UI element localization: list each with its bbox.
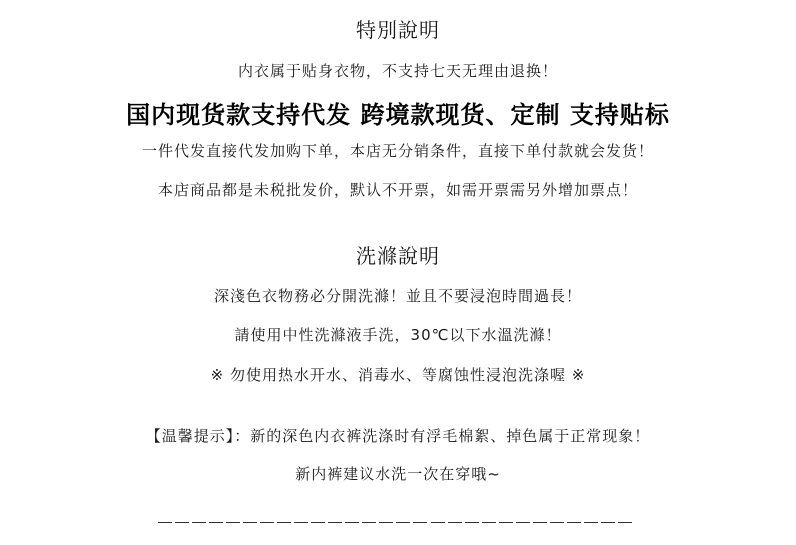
invoice-notice: 本店商品都是未税批发价，默认不开票，如需开票需另外增加票点！ <box>157 181 638 199</box>
washing-separate-colors: 深淺色衣物務必分開洗滌！並且不要浸泡時間過長！ <box>213 287 582 305</box>
warm-tip: 【温馨提示】：新的深色内衣裤洗涤时有浮毛棉絮、掉色属于正常现象！ <box>145 427 651 445</box>
wash-before-wear-tip: 新内裤建议水洗一次在穿哦~ <box>295 465 501 483</box>
divider-dashed-rule <box>158 522 632 523</box>
washing-title: 洗滌說明 <box>356 244 440 268</box>
no-return-notice: 内衣属于贴身衣物，不支持七天无理由退换！ <box>237 62 558 80</box>
washing-warning: ※ 勿使用热水开水、消毒水、等腐蚀性浸泡洗涤喔 ※ <box>210 366 586 384</box>
washing-hand-wash: 請使用中性洗滌液手洗，30℃以下水溫洗滌！ <box>234 326 562 344</box>
dropship-headline: 国内现货款支持代发 跨境款现货、定制 支持贴标 <box>126 101 670 129</box>
dropship-notice: 一件代发直接代发加购下单，本店无分销条件，直接下单付款就会发货！ <box>141 142 654 160</box>
special-notice-title: 特別說明 <box>356 18 440 42</box>
